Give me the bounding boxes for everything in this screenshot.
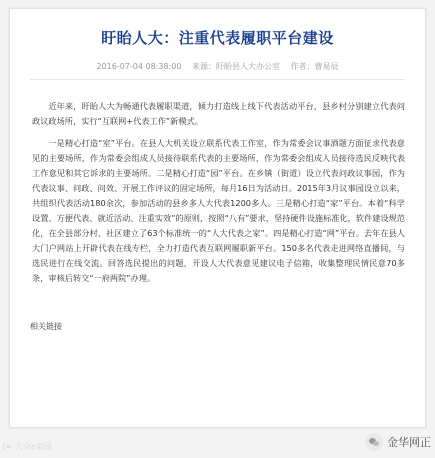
watermark-right-text: 金华网正 [387,436,431,449]
article-body [32,99,405,293]
article-author: 作者：曹易辰 [290,62,339,71]
article-paragraph: 近年来，盱眙人大为畅通代表履职渠道，倾力打造线上线下代表活动平台，县乡村分别建立代表问政议政场所，实行“互联网+代表工作”新模式。 [32,101,405,126]
article-date: 2016-07-04 08:38:00 [96,62,182,71]
wechat-logo-icon [365,433,383,451]
title-divider [30,79,405,80]
article-card [9,8,426,428]
article-meta [10,61,425,72]
article-source: 来源：盱眙县人大办公室 [191,62,280,71]
watermark-left-text: 大众e家园 [14,442,52,451]
watermark-left [2,441,52,452]
watermark-mark-icon: ⟨≈ [2,442,12,451]
article-title: 盱眙人大：注重代表履职平台建设 [101,29,334,47]
related-links-label[interactable]: 相关链接 [30,322,62,331]
article-paragraph: 一是精心打造“室”平台。在县人大机关设立联系代表工作室，作为常委会议事酒题方面征求代表意见的主要场所，作为常委会组成人员接待联系代表的主要场所，作为常委会组成人员接待选民反映代表工作意见和其它诉求的主要场所。二是精心打造“园”平台。在乡镇（街道）设立代表问政议事园，作为代表议事、问政、问效、开展工作评议的固定场所，每月16日为活动日。2015年3月议事园设立以来，共组织代表活动180余次，参加活动的县乡多人大代表1200多人。三是精心打造“家”平台。本着“科学设置、方便代表、就近活动、注重实效”的原则，按照“八有”要求，坚持硬件设施标准化，软件建设规范化，在全县部分村、社区建立了63个标准统一的“人大代表之家”。四是精心打造“网”平台。去年在县人大门户网站上开辟代表在线专栏，全力打造代表互联网履职新平台。150多名代表走进网络直播间，与选民进行在线交流。回答选民提出的问题，开设人大代表意见建议电子信箱，收集整理民情民意70多条，审核后转交“一府两院”办理。 [32,138,405,283]
watermark-right [365,433,431,451]
